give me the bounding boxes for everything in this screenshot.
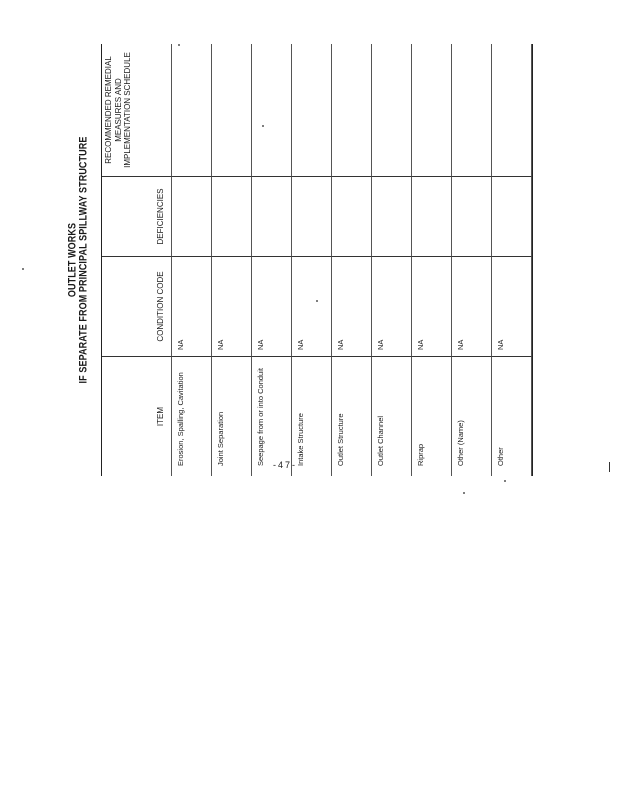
- row-item: Seepage from or into Conduit: [252, 356, 292, 476]
- row-deficiencies: [252, 176, 292, 256]
- row-condition: NA: [252, 256, 292, 356]
- row-item: Riprap: [412, 356, 452, 476]
- row-item: Other: [492, 356, 532, 476]
- row-item: Outlet Structure: [332, 356, 372, 476]
- row-remedial: [172, 44, 212, 176]
- row-deficiencies: [452, 176, 492, 256]
- scan-speck: [463, 492, 465, 494]
- row-condition: NA: [292, 256, 332, 356]
- scan-speck: [22, 268, 24, 270]
- form-title: OUTLET WORKS: [66, 222, 78, 298]
- form-subtitle: IF SEPARATE FROM PRINCIPAL SPILLWAY STRUCTURE: [77, 136, 89, 384]
- row-deficiencies: [172, 176, 212, 256]
- header-recommended-measures: RECOMMENDED REMEDIAL MEASURES AND IMPLEMENTATION SCHEDULE: [102, 44, 172, 176]
- row-item: Erosion, Spalling, Cavitation: [172, 356, 212, 476]
- row-item: Joint Separation: [212, 356, 252, 476]
- row-item: Outlet Channel: [372, 356, 412, 476]
- outlet-works-table: [101, 44, 533, 476]
- row-deficiencies: [292, 176, 332, 256]
- row-item: Intake Structure: [292, 356, 332, 476]
- scan-speck: [316, 300, 318, 302]
- scan-speck: [504, 480, 506, 482]
- header-condition-code: CONDITION CODE: [102, 256, 172, 356]
- row-remedial: [252, 44, 292, 176]
- page-number: -47-: [273, 460, 298, 470]
- row-condition: NA: [492, 256, 532, 356]
- row-deficiencies: [372, 176, 412, 256]
- row-remedial: [292, 44, 332, 176]
- rotated-form: [66, 44, 531, 476]
- row-remedial: [492, 44, 532, 176]
- row-condition: NA: [412, 256, 452, 356]
- header-deficiencies: DEFICIENCIES: [102, 176, 172, 256]
- header-item: ITEM: [102, 356, 172, 476]
- row-condition: NA: [372, 256, 412, 356]
- row-remedial: [372, 44, 412, 176]
- row-deficiencies: [212, 176, 252, 256]
- scan-speck: [262, 125, 264, 127]
- row-deficiencies: [492, 176, 532, 256]
- row-remedial: [332, 44, 372, 176]
- row-item: Other (Name): [452, 356, 492, 476]
- row-deficiencies: [332, 176, 372, 256]
- row-remedial: [412, 44, 452, 176]
- row-condition: NA: [332, 256, 372, 356]
- scan-edge-mark: [609, 462, 610, 472]
- row-condition: NA: [172, 256, 212, 356]
- scan-speck: [178, 44, 180, 46]
- row-deficiencies: [412, 176, 452, 256]
- row-condition: NA: [452, 256, 492, 356]
- row-remedial: [452, 44, 492, 176]
- row-remedial: [212, 44, 252, 176]
- row-condition: NA: [212, 256, 252, 356]
